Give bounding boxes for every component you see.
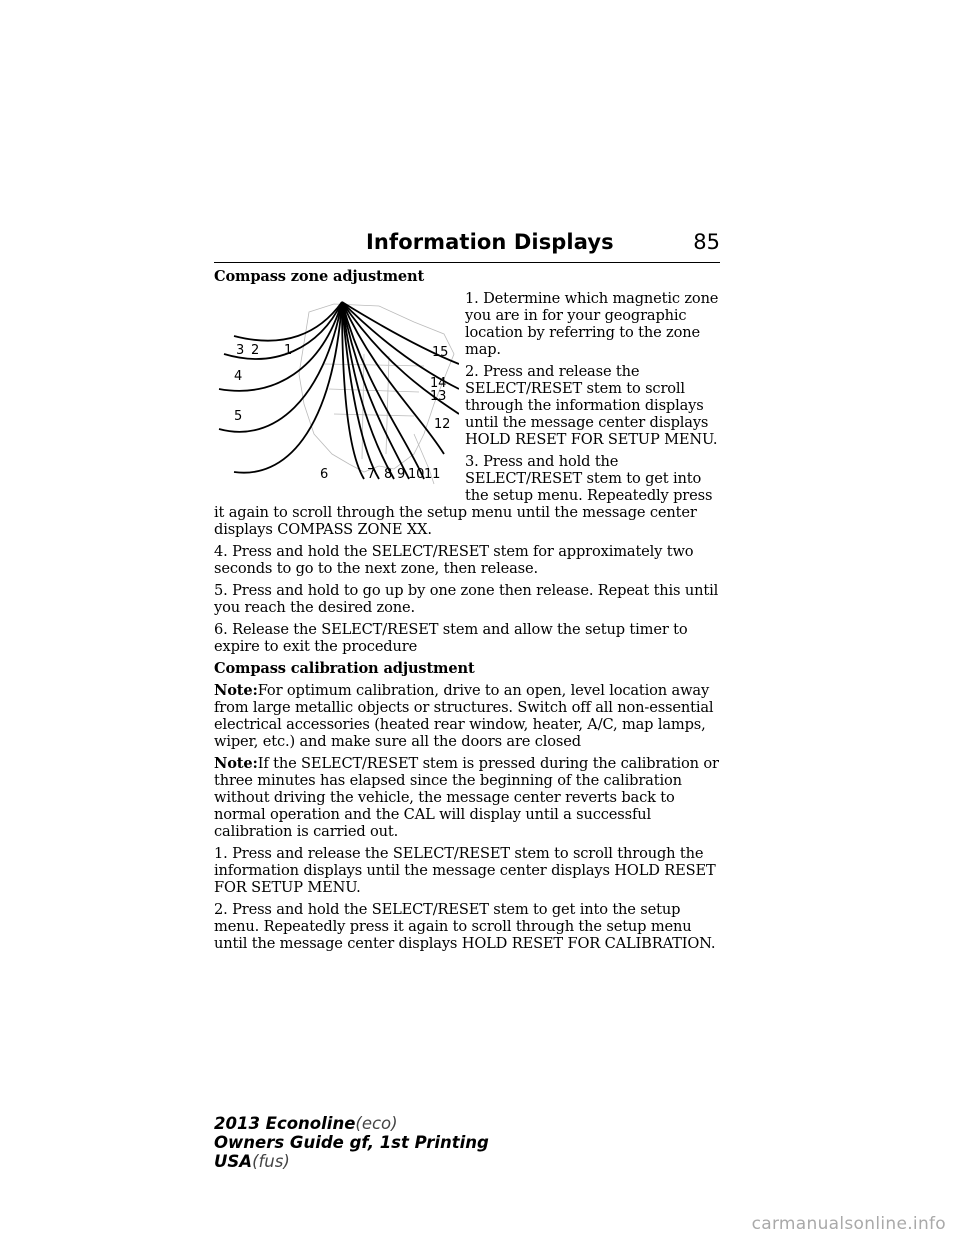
- calibration-note-2: [214, 755, 720, 840]
- zone-step-1: 1. Determine which magnetic zone you are in for your geographic location by referring to the zone map.: [465, 290, 719, 358]
- zone-label-10: 10: [408, 467, 425, 482]
- footer-market: USA: [214, 1152, 253, 1171]
- page-header: [214, 226, 720, 263]
- zone-label-6: 6: [320, 467, 329, 482]
- zone-label-11: 11: [424, 467, 441, 482]
- zone-step-6: 6. Release the SELECT/RESET stem and allow the setup timer to expire to exit the procedure: [214, 621, 688, 655]
- zone-label-3: 3: [236, 343, 245, 358]
- zone-label-12: 12: [434, 417, 451, 432]
- page-number: 85: [693, 230, 720, 254]
- zone-heading: Compass zone adjustment: [214, 268, 425, 285]
- zone-label-7: 7: [367, 467, 376, 482]
- note-text: For optimum calibration, drive to an open, level location away from large metallic objects or structures. Switch off all non-essential electrical accessories (heated rear window, heater, A/C, map lamps, wiper, etc.) and make sure all the doors are closed: [214, 682, 714, 750]
- zone-label-2: 2: [251, 343, 260, 358]
- note-text: If the SELECT/RESET stem is pressed during the calibration or three minutes has elapsed since the beginning of the calibration without driving the vehicle, the message center reverts back to normal operation and the CAL will display until a successful calibration is carried out.: [214, 755, 719, 840]
- zone-label-4: 4: [234, 369, 243, 384]
- zone-step-2: 2. Press and release the SELECT/RESET stem to scroll through the information displays until the message center displays HOLD RESET FOR SETUP MENU.: [465, 363, 718, 448]
- watermark: carmanualsonline.info: [751, 1214, 946, 1234]
- zone-label-9: 9: [397, 467, 406, 482]
- zone-numbers: [234, 343, 450, 482]
- zone-step-3: 3. Press and hold the SELECT/RESET stem to get into the setup menu. Repeatedly press it again to scroll through the setup menu until the message center displays COMPASS ZONE XX.: [214, 453, 713, 538]
- zone-map-illustration: [214, 294, 459, 504]
- footer-market-code: (fus): [252, 1152, 290, 1171]
- zone-boundary-lines: [219, 302, 459, 479]
- zone-label-15: 15: [432, 345, 449, 360]
- zone-label-14: 14: [430, 376, 447, 391]
- zone-step-5: 5. Press and hold to go up by one zone then release. Repeat this until you reach the desired zone.: [214, 582, 719, 616]
- note-label: Note:: [214, 682, 258, 699]
- zone-label-8: 8: [384, 467, 393, 482]
- zone-label-1: 1: [284, 343, 293, 358]
- zone-label-13: 13: [430, 389, 447, 404]
- calibration-step-1: 1. Press and release the SELECT/RESET stem to scroll through the information displays until the message center displays HOLD RESET FOR SETUP MENU.: [214, 845, 716, 896]
- footer-model: 2013 Econoline: [214, 1114, 356, 1133]
- page-content: [214, 268, 720, 957]
- note-label: Note:: [214, 755, 258, 772]
- footer-guide: Owners Guide gf, 1st Printing: [214, 1133, 489, 1152]
- section-title: Information Displays: [366, 230, 614, 254]
- calibration-note-1: [214, 682, 720, 750]
- calibration-step-2: 2. Press and hold the SELECT/RESET stem to get into the setup menu. Repeatedly press it again to scroll through the setup menu until the message center displays HOLD RESET FOR CALIBRATION.: [214, 901, 716, 952]
- footer-model-code: (eco): [355, 1114, 398, 1133]
- zone-label-5: 5: [234, 409, 243, 424]
- document-footer: [214, 1114, 489, 1171]
- compass-zone-map: [214, 294, 459, 504]
- calibration-heading: Compass calibration adjustment: [214, 660, 475, 677]
- zone-step-4: 4. Press and hold the SELECT/RESET stem for approximately two seconds to go to the next zone, then release.: [214, 543, 694, 577]
